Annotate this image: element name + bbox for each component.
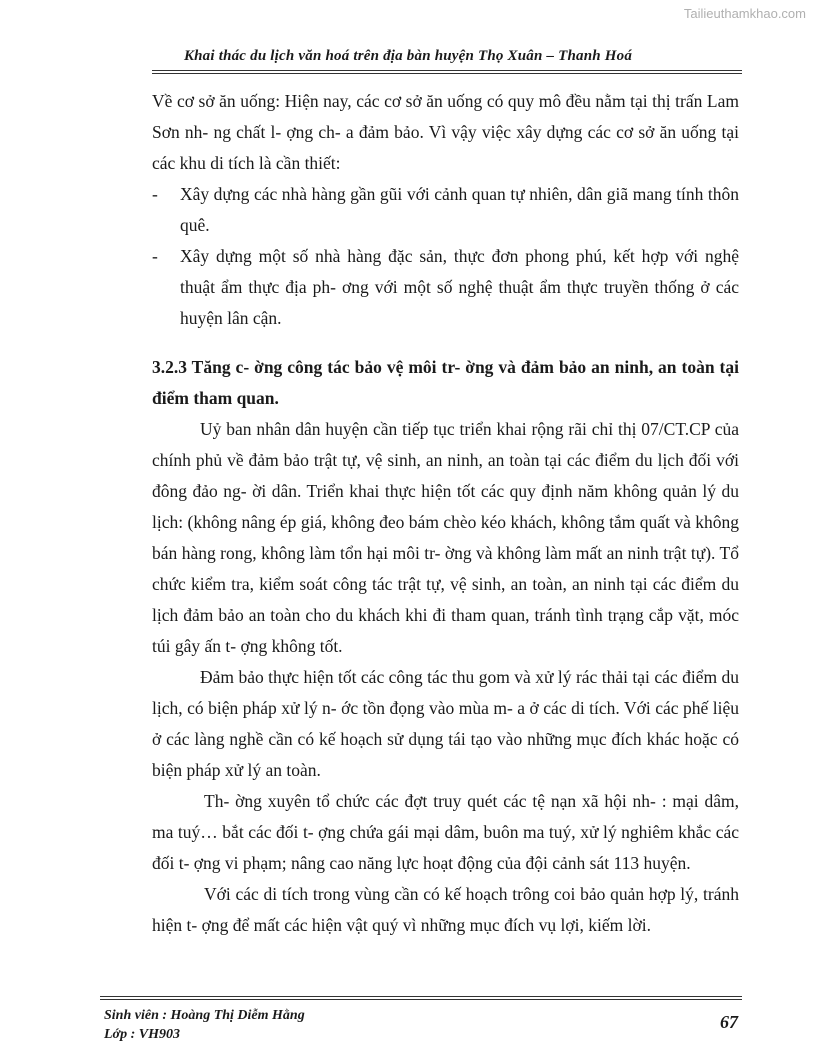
document-body: [152, 86, 739, 941]
bullet-text: Xây dựng các nhà hàng gần gũi với cảnh quan tự nhiên, dân giã mang tính thôn quê.: [180, 184, 739, 235]
bullet-item: [152, 241, 739, 334]
footer-student: Sinh viên : Hoàng Thị Diễm Hằng: [104, 1008, 305, 1023]
paragraph-relics: Với các di tích trong vùng cần có kế hoạch trông coi bảo quản hợp lý, tránh hiện t- ợng để mất các hiện vật quý vì những mục đích vụ lợi, kiếm lời.: [152, 884, 739, 935]
paragraph-waste: Đảm bảo thực hiện tốt các công tác thu gom và xử lý rác thải tại các điểm du lịch, có biện pháp xử lý n- ớc tồn đọng vào mùa m- a ở các di tích. Với các phế liệu ở các làng nghề cần có kế hoạch sử dụng tái tạo vào những mục đích khác hoặc có biện pháp xử lý an toàn.: [152, 667, 739, 780]
footer-class: Lớp : VH903: [104, 1027, 180, 1042]
paragraph-food-facilities: Về cơ sở ăn uống: Hiện nay, các cơ sở ăn uống có quy mô đều nằm tại thị trấn Lam Sơn nh- ng chất l- ợng ch- a đảm bảo. Vì vậy việc xây dựng các cơ sở ăn uống tại các khu di tích là cần thiết:: [152, 91, 739, 173]
bullet-dash: -: [152, 246, 158, 266]
bullet-text: Xây dựng một số nhà hàng đặc sản, thực đơn phong phú, kết hợp với nghệ thuật ẩm thực địa ph- ơng với một số nghệ thuật ẩm thực truyền thống ở các huyện lân cận.: [180, 246, 739, 328]
watermark: Tailieuthamkhao.com: [683, 6, 806, 21]
running-header: Khai thác du lịch văn hoá trên địa bàn huyện Thọ Xuân – Thanh Hoá: [183, 48, 633, 64]
footer-divider: [100, 996, 742, 1000]
bullet-dash: -: [152, 184, 158, 204]
bullet-item: [152, 179, 739, 241]
paragraph-social-evils: Th- ờng xuyên tổ chức các đợt truy quét các tệ nạn xã hội nh- : mại dâm, ma tuý… bắt các đối t- ợng chứa gái mại dâm, buôn ma tuý, xử lý nghiêm khắc các đối t- ợng vi phạm; nâng cao năng lực hoạt động của đội cảnh sát 113 huyện.: [152, 791, 739, 873]
section-heading: 3.2.3 Tăng c- ờng công tác bảo vệ môi tr- ờng và đảm bảo an ninh, an toàn tại điểm tham quan.: [152, 357, 739, 408]
page-number: 67: [720, 1012, 738, 1032]
header-divider: [152, 70, 742, 74]
footer-info: [104, 1006, 305, 1044]
paragraph-security: Uỷ ban nhân dân huyện cần tiếp tục triển khai rộng rãi chỉ thị 07/CT.CP của chính phủ về đảm bảo trật tự, vệ sinh, an ninh, an toàn tại các điểm du lịch đối với đông đảo ng- ời dân. Triển khai thực hiện tốt các quy định năm không quản lý du lịch: (không nâng ép giá, không đeo bám chèo kéo khách, không tắm quất và không bán hàng rong, không làm tổn hại môi tr- ờng và không làm mất an ninh trật tự). Tổ chức kiểm tra, kiểm soát công tác trật tự, vệ sinh, an toàn, an ninh tại các điểm du lịch đảm bảo an toàn cho du khách khi đi tham quan, tránh tình trạng cắp vặt, móc túi gây ấn t- ợng không tốt.: [152, 419, 739, 656]
